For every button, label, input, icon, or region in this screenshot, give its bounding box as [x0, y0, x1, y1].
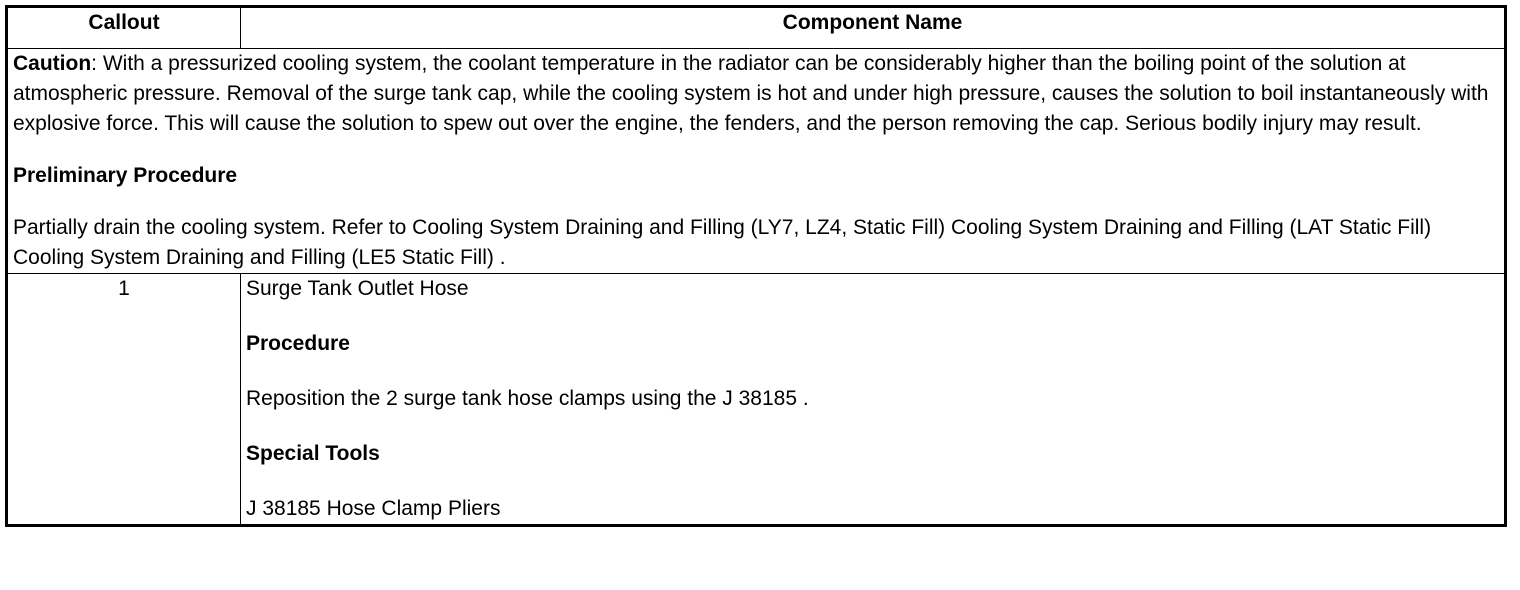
- caution-text: With a pressurized cooling system, the coolant temperature in the radiator can be considerably higher than the boiling point of the solution at atmospheric pressure. Removal of the surge tank cap, while the cooling system is hot and under high pressure, causes the solution to boil instantaneously with explosive force. This will cause the solution to spew out over the engine, the fenders, and the person removing the cap. Serious bodily injury may result.: [13, 52, 1489, 135]
- special-tools-text: J 38185 Hose Clamp Pliers: [246, 497, 501, 520]
- caution-label: Caution: [13, 52, 92, 75]
- special-tools-heading: Special Tools: [246, 442, 380, 465]
- callout-number: 1: [7, 274, 241, 526]
- procedure-table: [5, 5, 1507, 527]
- component-cell: [241, 274, 1506, 526]
- procedure-heading: Procedure: [246, 332, 350, 355]
- header-row: [7, 7, 1506, 49]
- component-name-header: Component Name: [241, 7, 1506, 49]
- procedure-text: Reposition the 2 surge tank hose clamps using the J 38185 .: [246, 387, 809, 410]
- notes-row: [7, 49, 1506, 274]
- component-name: Surge Tank Outlet Hose: [246, 277, 469, 300]
- caution-separator: :: [91, 52, 97, 75]
- preliminary-procedure-text: Partially drain the cooling system. Refer to Cooling System Draining and Filling (LY7, LZ4, Static Fill) Cooling System Draining and Filling (LAT Static Fill) Cooling System Draining and Filling (LE5 Static Fill) .: [13, 216, 1432, 269]
- preliminary-procedure-heading: Preliminary Procedure: [13, 164, 238, 187]
- notes-cell: [7, 49, 1506, 274]
- table-row: [7, 274, 1506, 526]
- caution-paragraph: [13, 49, 1499, 139]
- callout-header: Callout: [7, 7, 241, 49]
